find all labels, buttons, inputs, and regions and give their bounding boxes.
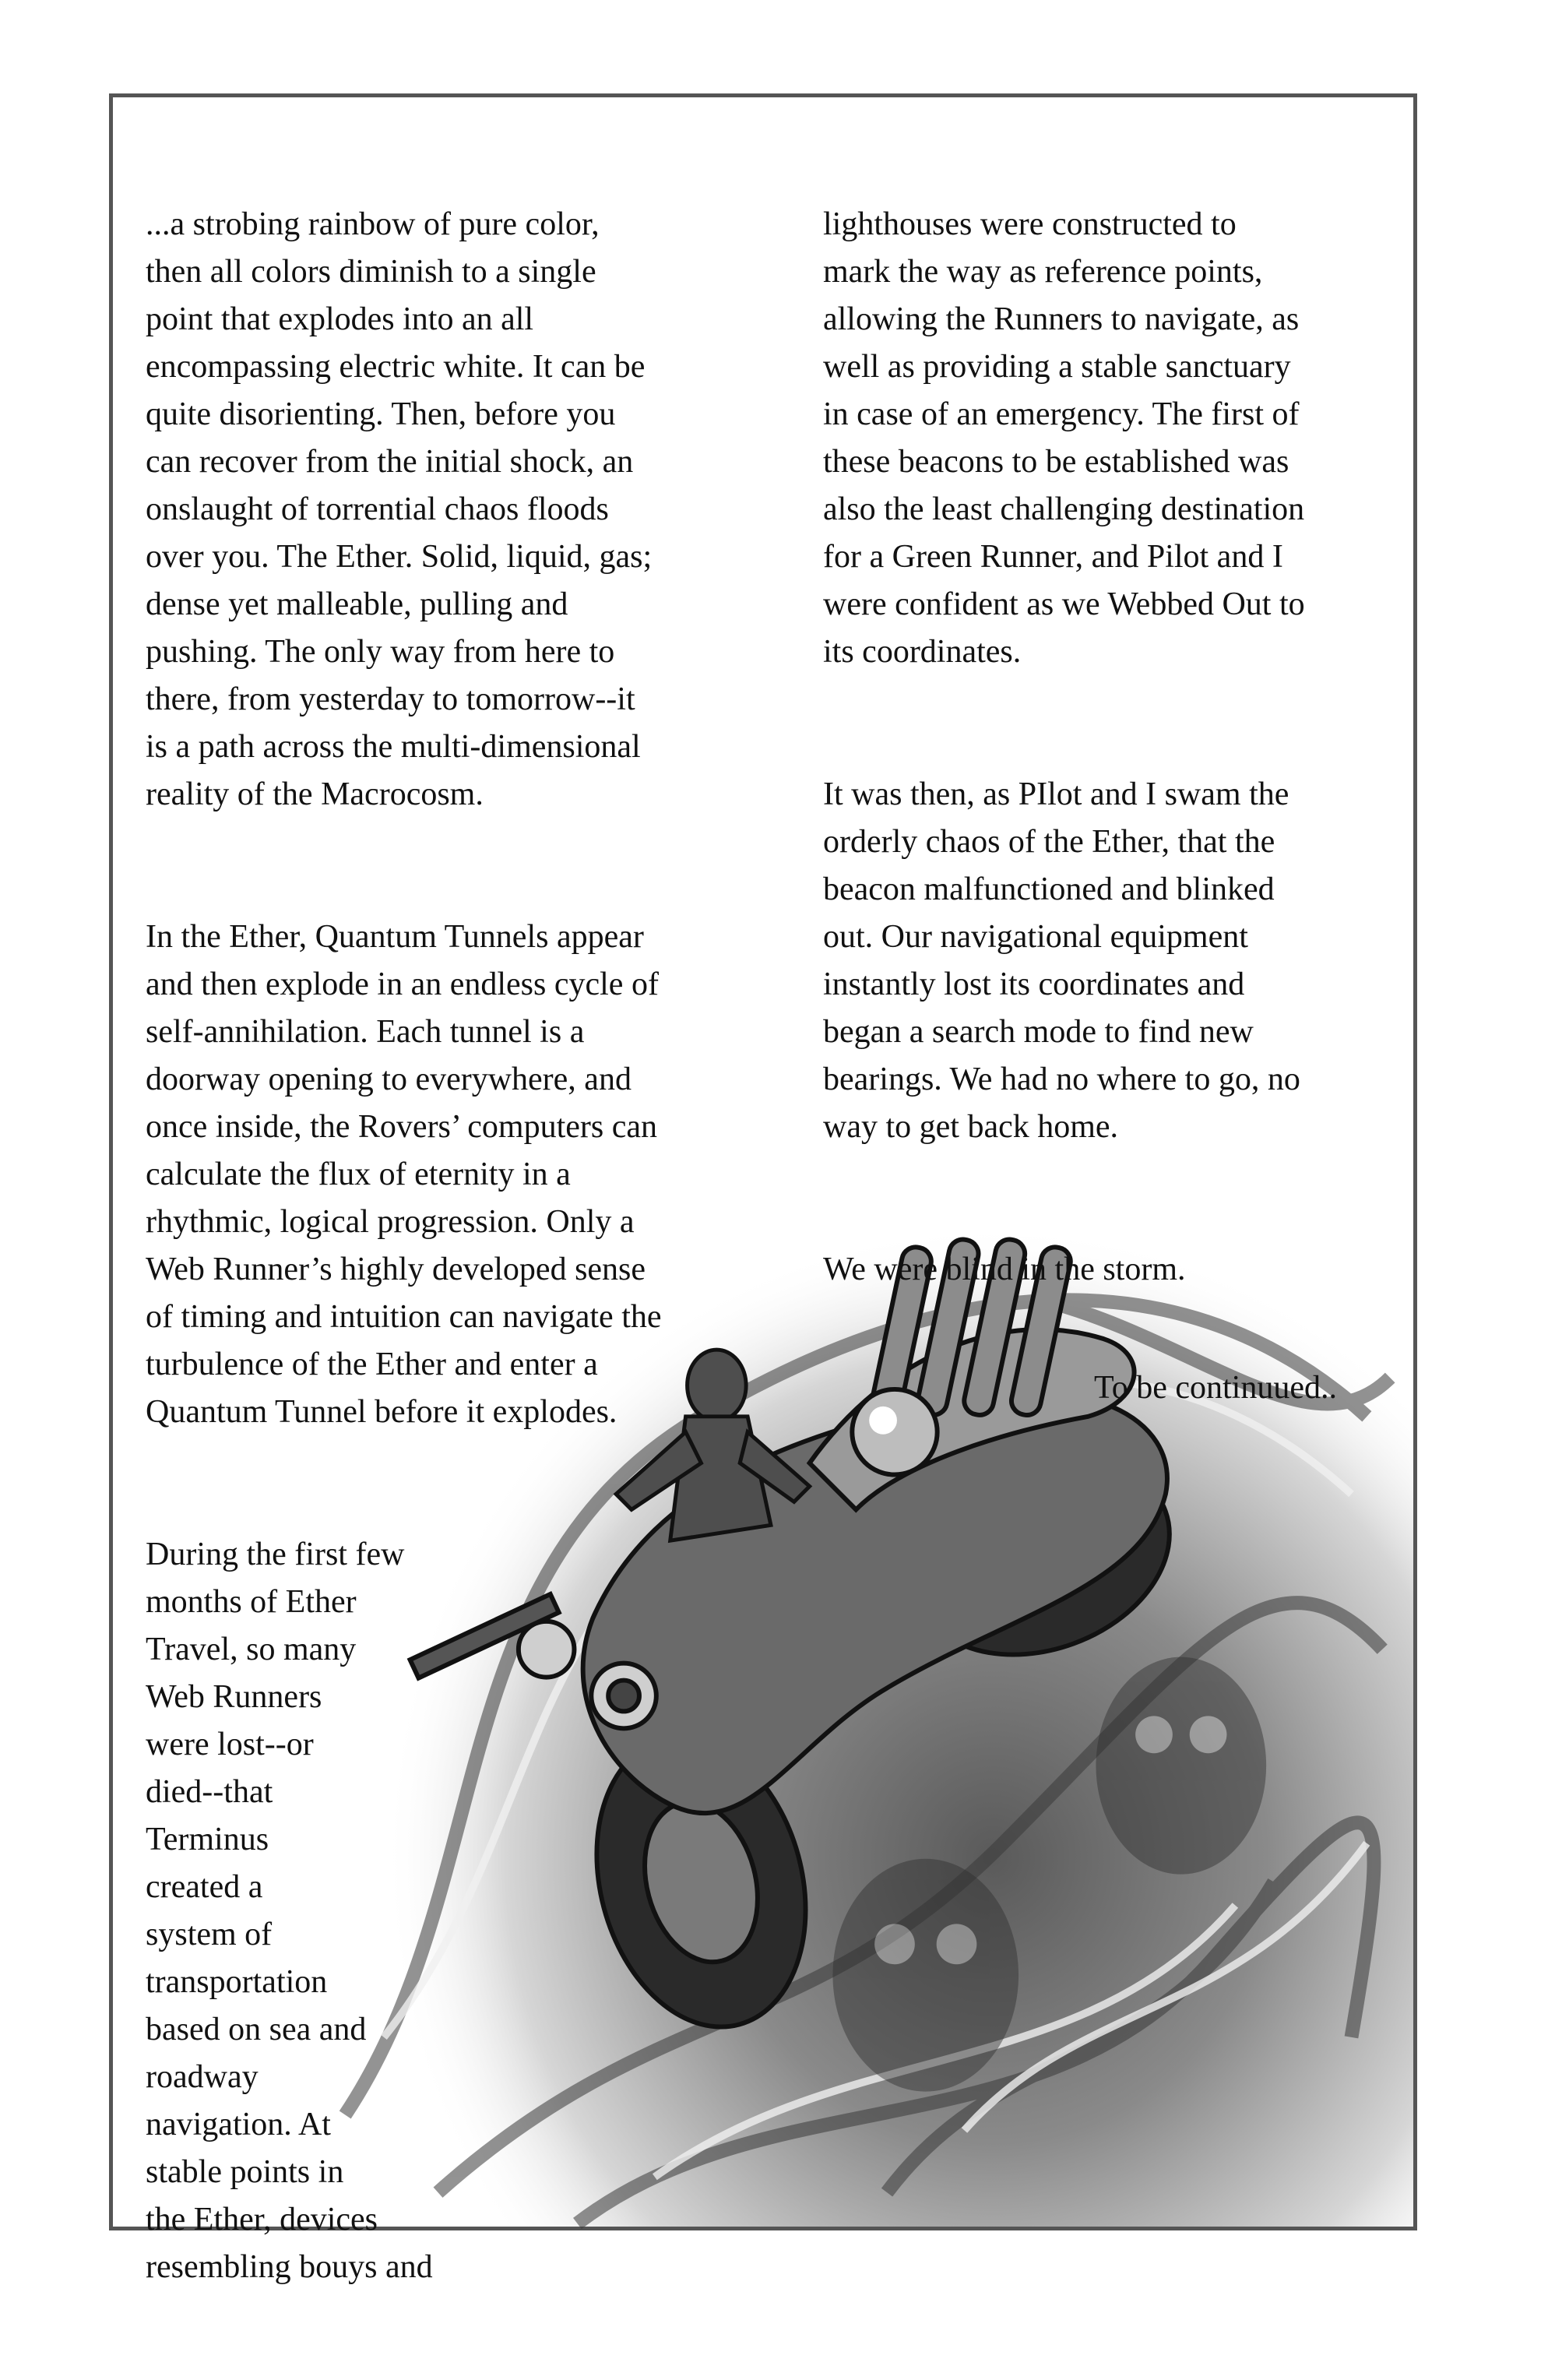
page-frame (109, 93, 1417, 2285)
left-paragraph-3: During the first few months of Ether Travel, so many Web Runners were lost--or died--that Terminus created a system of transportation based on sea and roadway navigation. At stable points in the Ether, devices resembling bouys and (146, 1537, 433, 2285)
left-paragraph-1: ...a strobing rainbow of pure color, then all colors diminish to a single point that explodes into an all encompassing electric white. It can be quite disorienting. Then, before you can recover from the initial shock, an onslaught of torrential chaos floods over you. The Ether. Solid, liquid, gas; dense yet malleable, pulling and pushing. The only way from here to there, from yesterday to tomorrow--it is a path across the multi-dimensional reality of the Macrocosm. (146, 206, 653, 812)
to-be-continued: To be continuued.. (1094, 1370, 1337, 1406)
right-paragraph-3: We were blind in the storm. (823, 1252, 1186, 1287)
right-paragraph-2: It was then, as PIlot and I swam the orderly chaos of the Ether, that the beacon malfunctioned and blinked out. Our navigational equipment instantly lost its coordinates and began a search mode to find new bearings. We had no where to go, no way to get back home. (823, 776, 1300, 1145)
right-text-column (823, 153, 1399, 1459)
right-paragraph-1: lighthouses were constructed to mark the way as reference points, allowing the Runners to navigate, as well as providing a stable sanctuary in case of an emergency. The first of these beacons to be established was also the least challenging destination for a Green Runner, and Pilot and I were confident as we Webbed Out to its coordinates. (823, 206, 1305, 670)
left-paragraph-2: In the Ether, Quantum Tunnels appear and then explode in an endless cycle of self-annihilation. Each tunnel is a doorway opening to everywhere, and once inside, the Rovers’ computers can calculate the flux of eternity in a rhythmic, logical progression. Only a Web Runner’s highly developed sense of timing and intuition can navigate the turbulence of the Ether and enter a Quantum Tunnel before it explodes. (146, 919, 662, 1430)
left-text-column (146, 153, 761, 2339)
